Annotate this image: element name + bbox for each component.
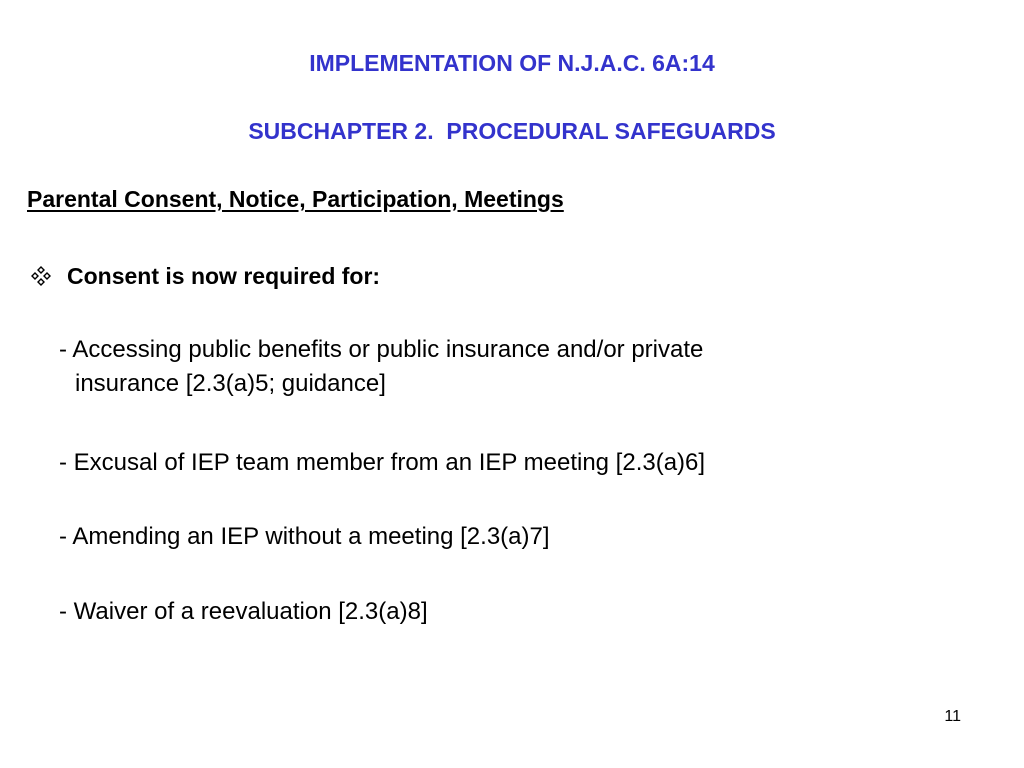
list-item-text: - Amending an IEP without a meeting [2.3(a)7] <box>59 523 550 550</box>
section-heading: Parental Consent, Notice, Participation, Meetings <box>27 186 564 212</box>
four-diamond-bullet-icon <box>31 266 51 286</box>
list-item-text: - Accessing public benefits or public insurance and/or private <box>59 336 704 363</box>
list-item-text: - Excusal of IEP team member from an IEP meeting [2.3(a)6] <box>59 449 706 476</box>
slide-title: IMPLEMENTATION OF N.J.A.C. 6A:14 <box>309 50 715 76</box>
list-item <box>59 520 550 554</box>
bullet-point <box>31 261 380 291</box>
list-item <box>59 333 703 401</box>
bullet-text: Consent is now required for: <box>67 263 381 289</box>
list-item-text: - Waiver of a reevaluation [2.3(a)8] <box>59 598 428 625</box>
list-item <box>59 595 428 629</box>
page-number: 11 <box>944 708 961 725</box>
slide-subtitle: SUBCHAPTER 2. PROCEDURAL SAFEGUARDS <box>248 118 776 144</box>
list-item-continuation: insurance [2.3(a)5; guidance] <box>75 370 386 397</box>
list-item <box>59 446 705 480</box>
